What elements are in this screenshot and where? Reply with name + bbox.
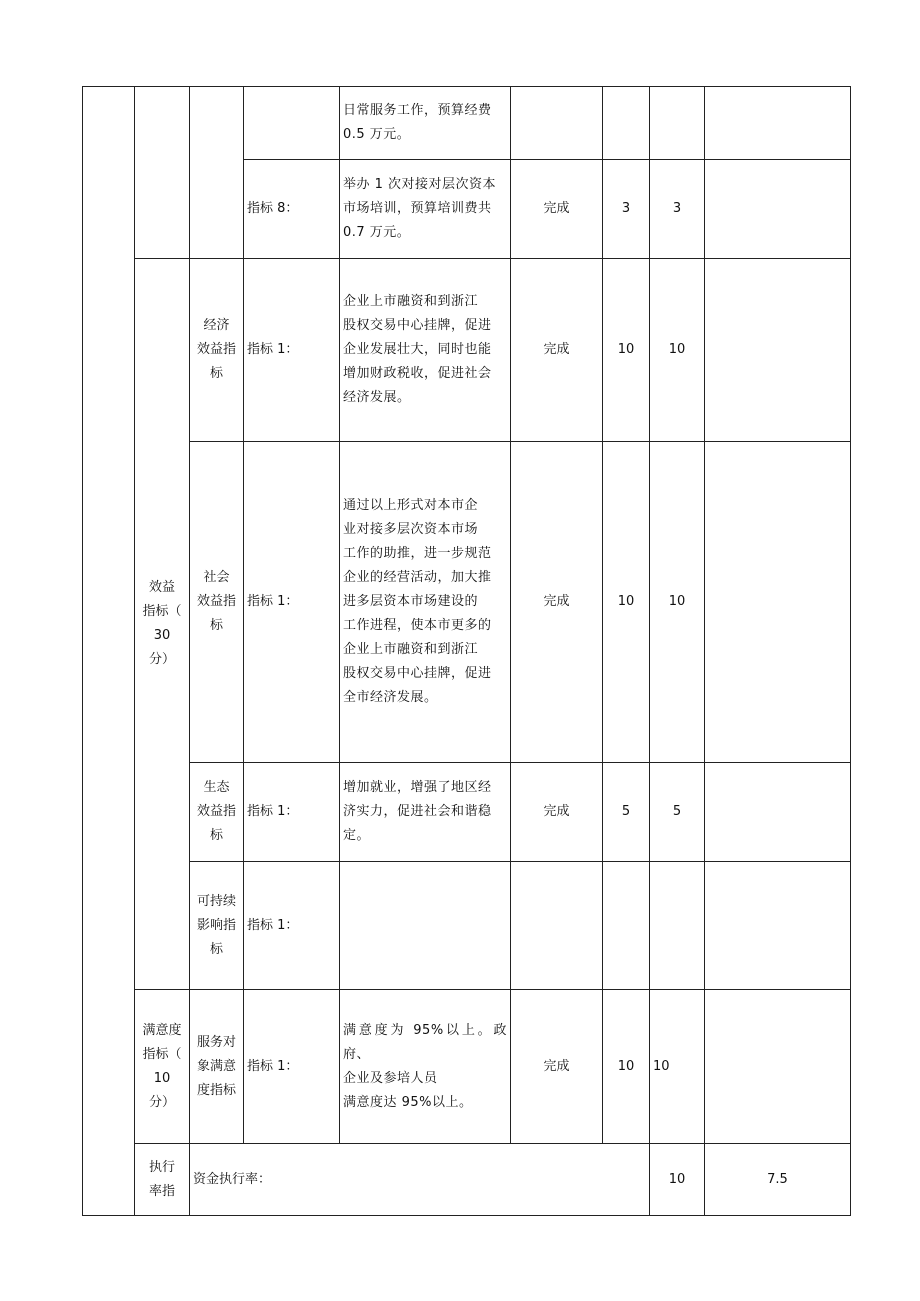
score-value: [650, 862, 705, 990]
weight-value: 10: [603, 259, 650, 442]
indicator-cell: 指标 1：: [244, 763, 340, 862]
weight-value: [603, 87, 650, 160]
indicator-description: 举办 1 次对接对层次资本 市场培训，预算培训费共 0.7 万元。: [340, 160, 511, 259]
table-row: [83, 442, 851, 763]
score-value: [650, 87, 705, 160]
indicator-description: [340, 862, 511, 990]
table-row: [83, 259, 851, 442]
category-cell: [135, 87, 190, 259]
indicator-cell: 指标 8：: [244, 160, 340, 259]
score-value: 3: [650, 160, 705, 259]
indicator-cell: 指标 1：: [244, 259, 340, 442]
outer-category-cell: [83, 87, 135, 1216]
score-value: 10: [650, 259, 705, 442]
subcategory-label: 服务对 象满意 度指标: [190, 990, 244, 1144]
score-value: 5: [650, 763, 705, 862]
performance-table: [82, 86, 851, 1216]
target-value: 完成: [511, 763, 603, 862]
table-row: [83, 862, 851, 990]
table-row: [83, 1144, 851, 1216]
remarks-cell: [705, 259, 851, 442]
remarks-cell: [705, 990, 851, 1144]
target-value: [511, 87, 603, 160]
table-row: [83, 763, 851, 862]
subcategory-label: 经济 效益指 标: [190, 259, 244, 442]
category-execution: 执行 率指: [135, 1144, 190, 1216]
indicator-description: 企业上市融资和到浙江 股权交易中心挂牌，促进 企业发展壮大，同时也能 增加财政税收，促进社会 经济发展。: [340, 259, 511, 442]
remarks-cell: [705, 862, 851, 990]
indicator-cell: 指标 1：: [244, 442, 340, 763]
indicator-cell: 指标 1：: [244, 990, 340, 1144]
subcategory-label: 社会 效益指 标: [190, 442, 244, 763]
table-row: [83, 990, 851, 1144]
table-row: [83, 87, 851, 160]
target-value: 完成: [511, 442, 603, 763]
remarks-cell: [705, 763, 851, 862]
target-value: 完成: [511, 160, 603, 259]
weight-value: 10: [650, 1144, 705, 1216]
indicator-description: 增加就业，增强了地区经 济实力，促进社会和谐稳 定。: [340, 763, 511, 862]
indicator-cell: 指标 1：: [244, 862, 340, 990]
indicator-description: 通过以上形式对本市企 业对接多层次资本市场 工作的助推，进一步规范 企业的经营活动，加大推 进多层资本市场建设的 工作进程，使本市更多的 企业上市融资和到浙江 股权交易中心挂牌，促进 全市经济发展。: [340, 442, 511, 763]
score-value: 7.5: [705, 1144, 851, 1216]
weight-value: 5: [603, 763, 650, 862]
remarks-cell: [705, 160, 851, 259]
weight-value: 10: [603, 442, 650, 763]
score-value: 10: [650, 990, 705, 1144]
execution-rate-label: 资金执行率：: [190, 1144, 650, 1216]
category-satisfaction: 满意度 指标（ 10 分）: [135, 990, 190, 1144]
remarks-cell: [705, 442, 851, 763]
indicator-description: 日常服务工作，预算经费 0.5 万元。: [340, 87, 511, 160]
target-value: 完成: [511, 259, 603, 442]
remarks-cell: [705, 87, 851, 160]
weight-value: 3: [603, 160, 650, 259]
target-value: 完成: [511, 990, 603, 1144]
subcategory-label: 可持续 影响指 标: [190, 862, 244, 990]
subcategory-label: 生态 效益指 标: [190, 763, 244, 862]
category-benefit: 效益 指标（ 30 分）: [135, 259, 190, 990]
weight-value: 10: [603, 990, 650, 1144]
subcategory-cell: [190, 87, 244, 259]
score-value: 10: [650, 442, 705, 763]
indicator-cell: [244, 87, 340, 160]
target-value: [511, 862, 603, 990]
weight-value: [603, 862, 650, 990]
indicator-description: 满意度为 95%以上。政府、 企业及参培人员 满意度达 95%以上。: [340, 990, 511, 1144]
